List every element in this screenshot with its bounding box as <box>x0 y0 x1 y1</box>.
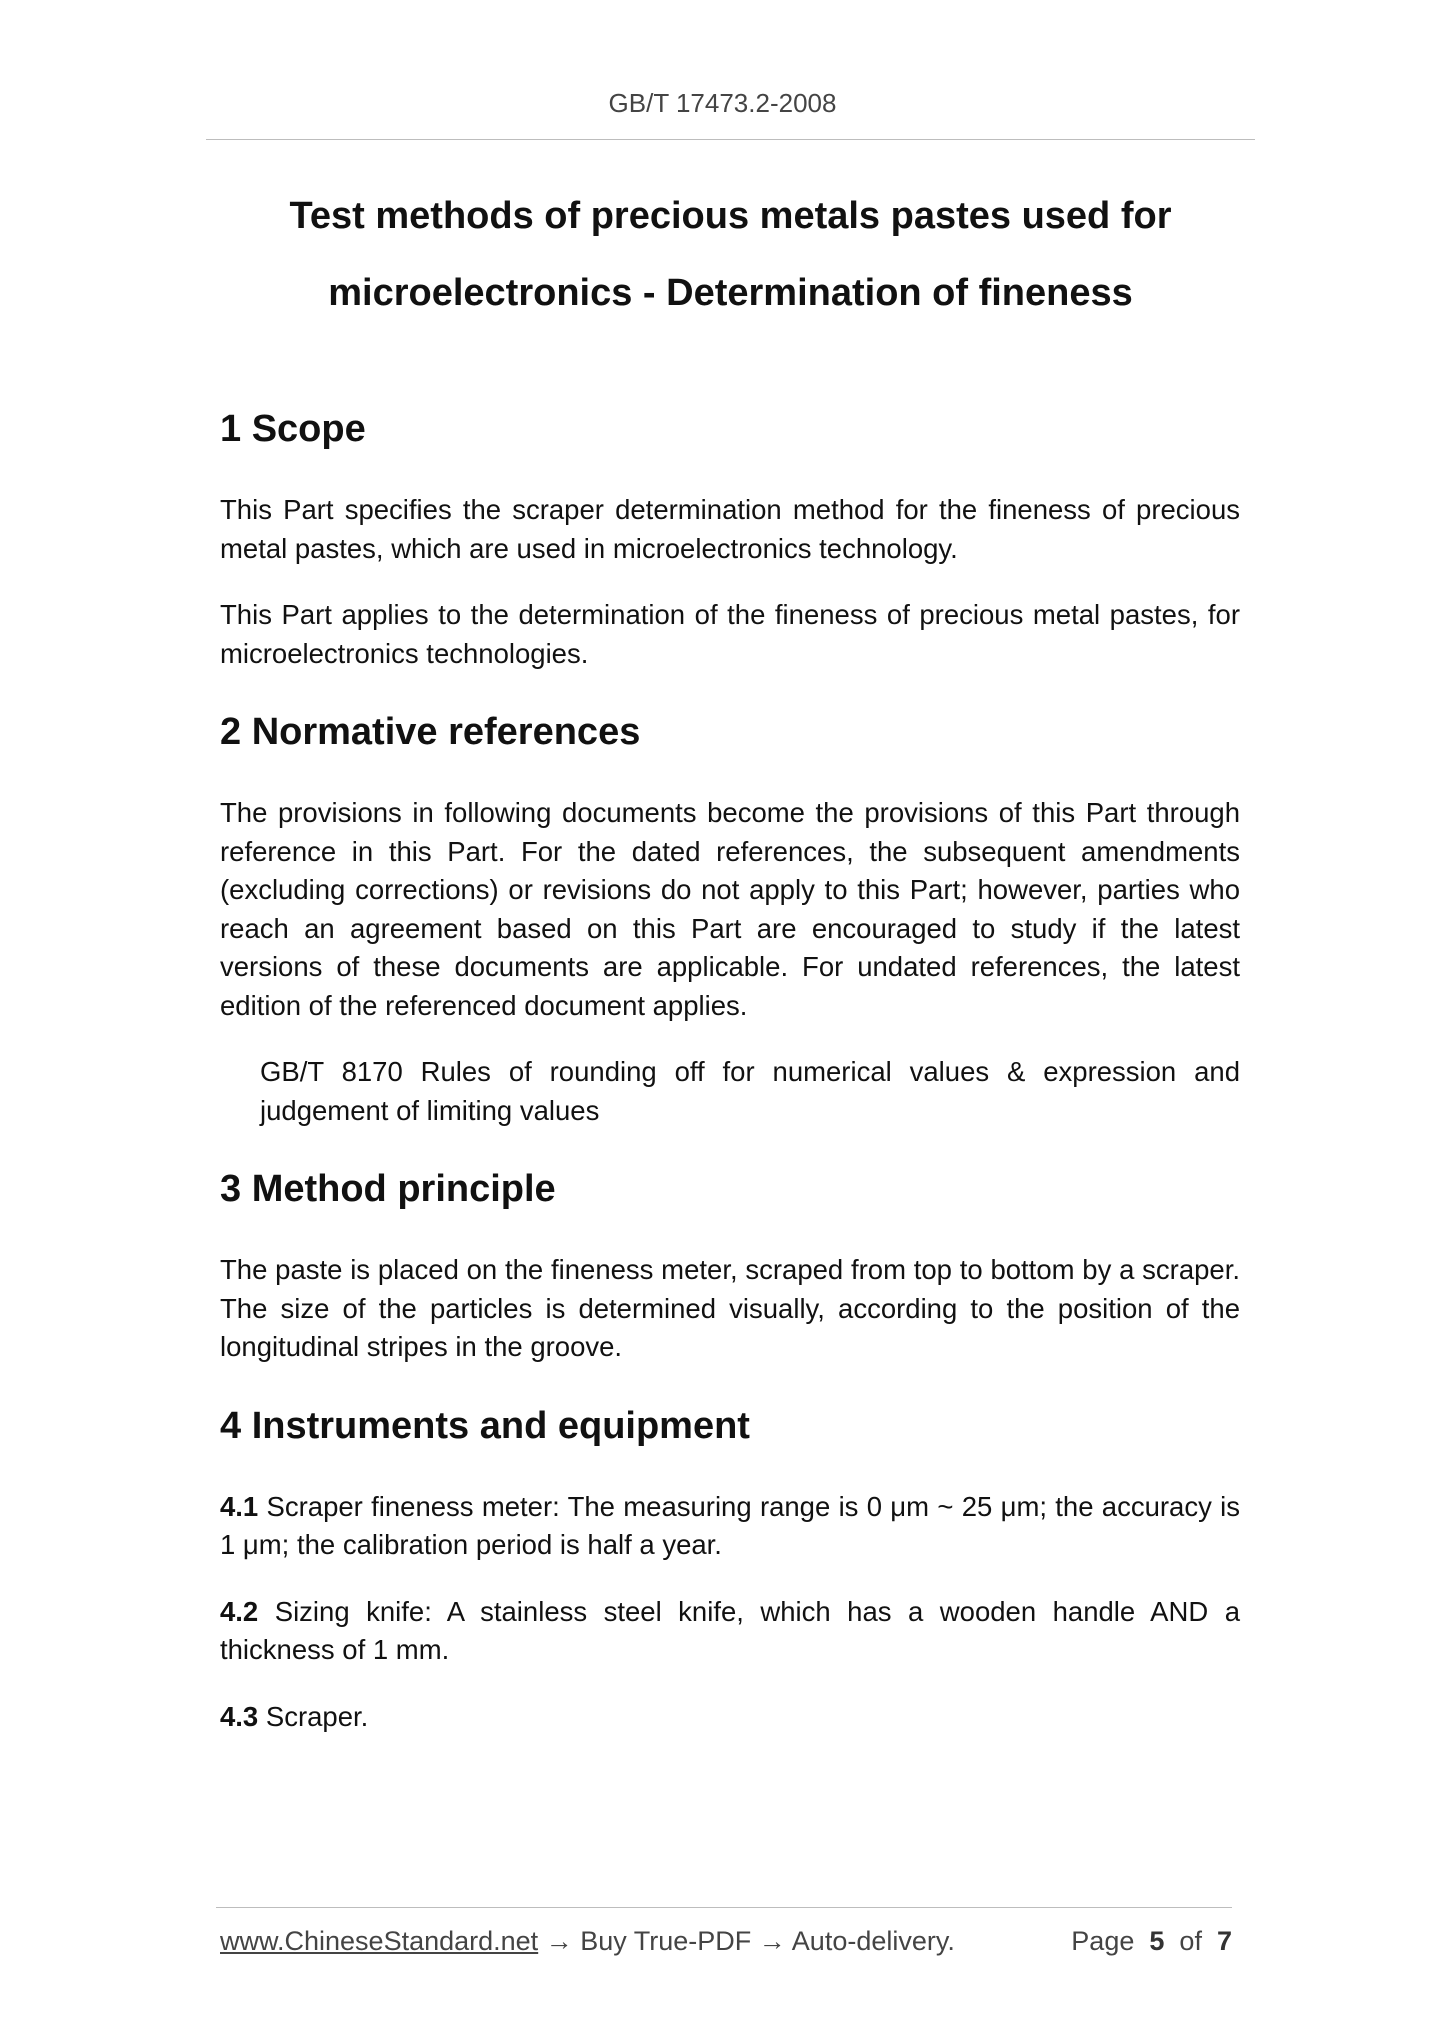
section-normative-references <box>220 709 1240 1130</box>
section-heading: 1 Scope <box>220 408 366 450</box>
title-line-2: microelectronics - Determination of fineness <box>328 272 1133 314</box>
clause-4-2 <box>220 1593 1240 1670</box>
section-scope <box>220 406 1240 673</box>
paragraph: This Part applies to the determination of the fineness of precious metal pastes, for microelectronics technologies. <box>220 599 1240 669</box>
section-heading: 2 Normative references <box>220 711 641 753</box>
paragraph: The paste is placed on the fineness meter, scraped from top to bottom by a scraper. The size of the particles is determined visually, according to the position of the longitudinal stripes in the groove. <box>220 1254 1240 1362</box>
clause-text: Sizing knife: A stainless steel knife, which has a wooden handle AND a thickness of 1 mm. <box>220 1595 1240 1665</box>
title-line-1: Test methods of precious metals pastes used for <box>289 195 1172 237</box>
website-link[interactable]: www.ChineseStandard.net <box>220 1926 539 1956</box>
buy-text: Buy True-PDF <box>580 1926 752 1956</box>
section-heading: 4 Instruments and equipment <box>220 1404 750 1447</box>
clause-number: 4.1 <box>220 1490 259 1522</box>
standard-code: GB/T 17473.2-2008 <box>608 88 837 118</box>
clause-4-1 <box>220 1488 1240 1565</box>
paragraph: The provisions in following documents become the provisions of this Part through reference in this Part. For the dated references, the subsequent amendments (excluding corrections) or revisions do not apply to this Part; however, parties who reach an agreement based on this Part are encouraged to study if the latest versions of these documents are applicable. For undated references, the latest edition of the referenced document applies. <box>220 797 1240 1021</box>
document-title <box>206 178 1255 332</box>
section-instruments <box>220 1403 1240 1737</box>
page-header <box>0 88 1445 119</box>
clause-number: 4.3 <box>220 1700 259 1732</box>
arrow-icon: → <box>545 1926 573 1956</box>
document-body <box>220 406 1240 1764</box>
paragraph: This Part specifies the scraper determination method for the fineness of precious metal pastes, which are used in microelectronics technology. <box>220 494 1240 564</box>
clause-text: Scraper. <box>258 1700 369 1732</box>
clause-number: 4.2 <box>220 1595 259 1627</box>
delivery-text: Auto-delivery. <box>791 1926 955 1956</box>
footer-divider <box>216 1907 1232 1908</box>
arrow-icon: → <box>758 1926 786 1956</box>
section-method-principle <box>220 1166 1240 1367</box>
clause-text: Scraper fineness meter: The measuring range is 0 μm ~ 25 μm; the accuracy is 1 μm; the calibration period is half a year. <box>220 1490 1240 1560</box>
page-number <box>1071 1926 1232 1957</box>
reference-item: GB/T 8170 Rules of rounding off for numerical values & expression and judgement of limiting values <box>260 1056 1240 1126</box>
header-divider <box>206 139 1255 140</box>
footer-promo <box>220 1926 955 1957</box>
page-of: of <box>1179 1926 1202 1956</box>
section-heading: 3 Method principle <box>220 1168 556 1210</box>
page-label: Page <box>1071 1926 1135 1956</box>
page-total: 7 <box>1216 1926 1232 1956</box>
page-current: 5 <box>1149 1926 1165 1956</box>
clause-4-3 <box>220 1698 1240 1737</box>
